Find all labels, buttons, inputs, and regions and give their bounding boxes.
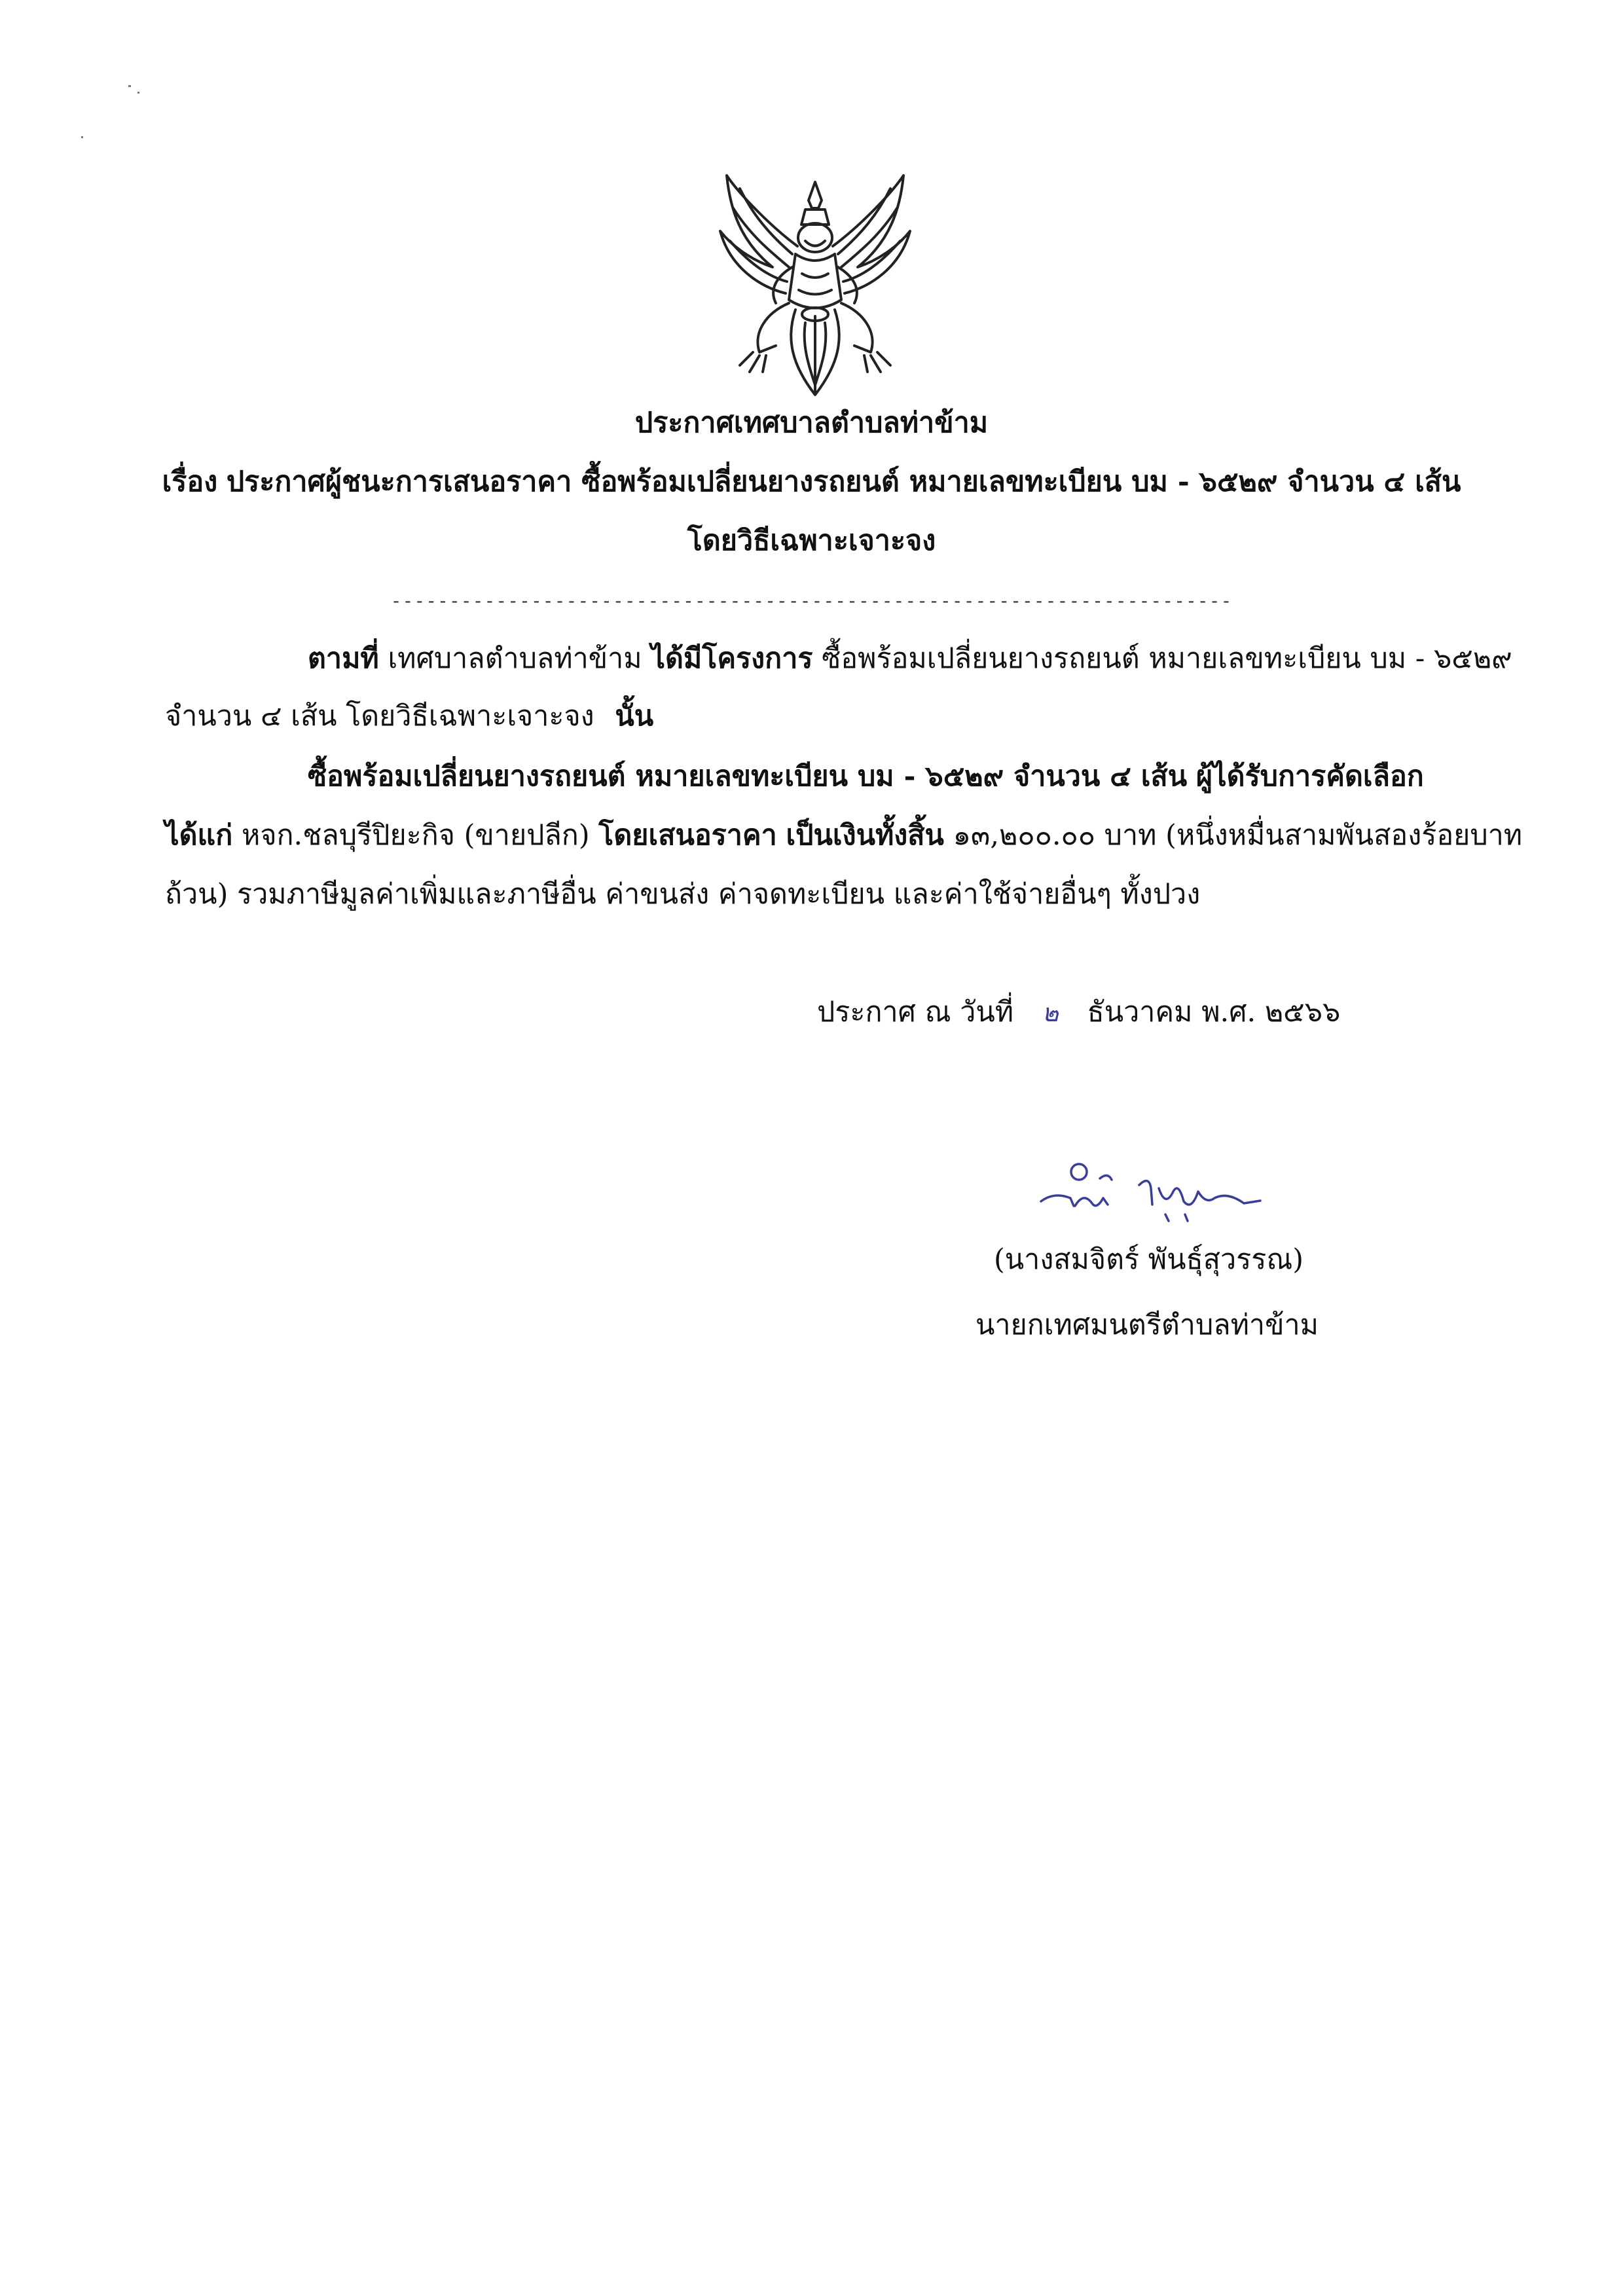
- p1-text-a: เทศบาลตำบลท่าข้าม: [388, 642, 642, 675]
- scan-speck: [128, 85, 131, 87]
- p2-winner: หจก.ชลบุรีปิยะกิจ (ขายปลีก): [241, 819, 590, 852]
- subject-line: [0, 462, 1623, 501]
- p2-item: ซื้อพร้อมเปลี่ยนยางรถยนต์ หมายเลขทะเบียน บม - ๖๕๒๙ จำนวน ๔ เส้น: [308, 760, 1188, 793]
- p1-line2: จำนวน ๔ เส้น โดยวิธีเฉพาะเจาะจง: [165, 700, 594, 733]
- paragraph-2-line-2: [165, 816, 1522, 855]
- garuda-emblem-icon: [714, 169, 917, 401]
- p2-price-label: โดยเสนอราคา: [598, 819, 777, 852]
- signature-image: [1034, 1152, 1270, 1224]
- paragraph-2-line-1: [308, 757, 1424, 796]
- p1-text-b: ซื้อพร้อมเปลี่ยนยางรถยนต์ หมายเลขทะเบียน บม - ๖๕๒๙: [822, 642, 1512, 675]
- paragraph-2-line-3: ถ้วน) รวมภาษีมูลค่าเพิ่มและภาษีอื่น ค่าขนส่ง ค่าจดทะเบียน และค่าใช้จ่ายอื่นๆ ทั้งปวง: [165, 878, 1201, 911]
- p2-amount: ๑๓,๒๐๐.๐๐ บาท (หนึ่งหมื่นสามพันสองร้อยบาท: [953, 819, 1523, 852]
- method-line: โดยวิธีเฉพาะเจาะจง: [687, 524, 936, 557]
- signatory-name: (นางสมจิตร์ พันธุ์สุวรรณ): [994, 1243, 1304, 1276]
- paragraph-1-line-2: [165, 697, 653, 736]
- subject-label: เรื่อง: [162, 465, 218, 498]
- signatory-position: นายกเทศมนตรีตำบลท่าข้าม: [976, 1309, 1319, 1341]
- issuer-heading: ประกาศเทศบาลตำบลท่าข้าม: [634, 407, 989, 439]
- date-rest: ธันวาคม พ.ศ. ๒๕๖๖: [1087, 996, 1341, 1029]
- paragraph-1-line-1: [308, 639, 1512, 678]
- divider: ------------------------------------------------------------------------: [390, 590, 1233, 611]
- date-day-handwritten: ๒: [1042, 998, 1059, 1027]
- p1-label: ตามที่: [308, 642, 379, 675]
- p2-total-label: เป็นเงินทั้งสิ้น: [786, 819, 944, 852]
- p1-label-b: ได้มีโครงการ: [651, 642, 813, 675]
- scan-speck: [81, 136, 83, 138]
- p2-winner-label: ได้แก่: [165, 819, 233, 852]
- p2-selected-label: ผู้ได้รับการคัดเลือก: [1195, 760, 1424, 793]
- subject-text: ประกาศผู้ชนะการเสนอราคา ซื้อพร้อมเปลี่ยนยางรถยนต์ หมายเลขทะเบียน บม - ๖๕๒๙ จำนวน ๔ เส้น: [226, 465, 1461, 498]
- p1-end: นั้น: [615, 700, 654, 733]
- announcement-date: [817, 993, 1340, 1032]
- date-prefix: ประกาศ ณ วันที่: [817, 996, 1014, 1029]
- scan-speck: [137, 92, 139, 94]
